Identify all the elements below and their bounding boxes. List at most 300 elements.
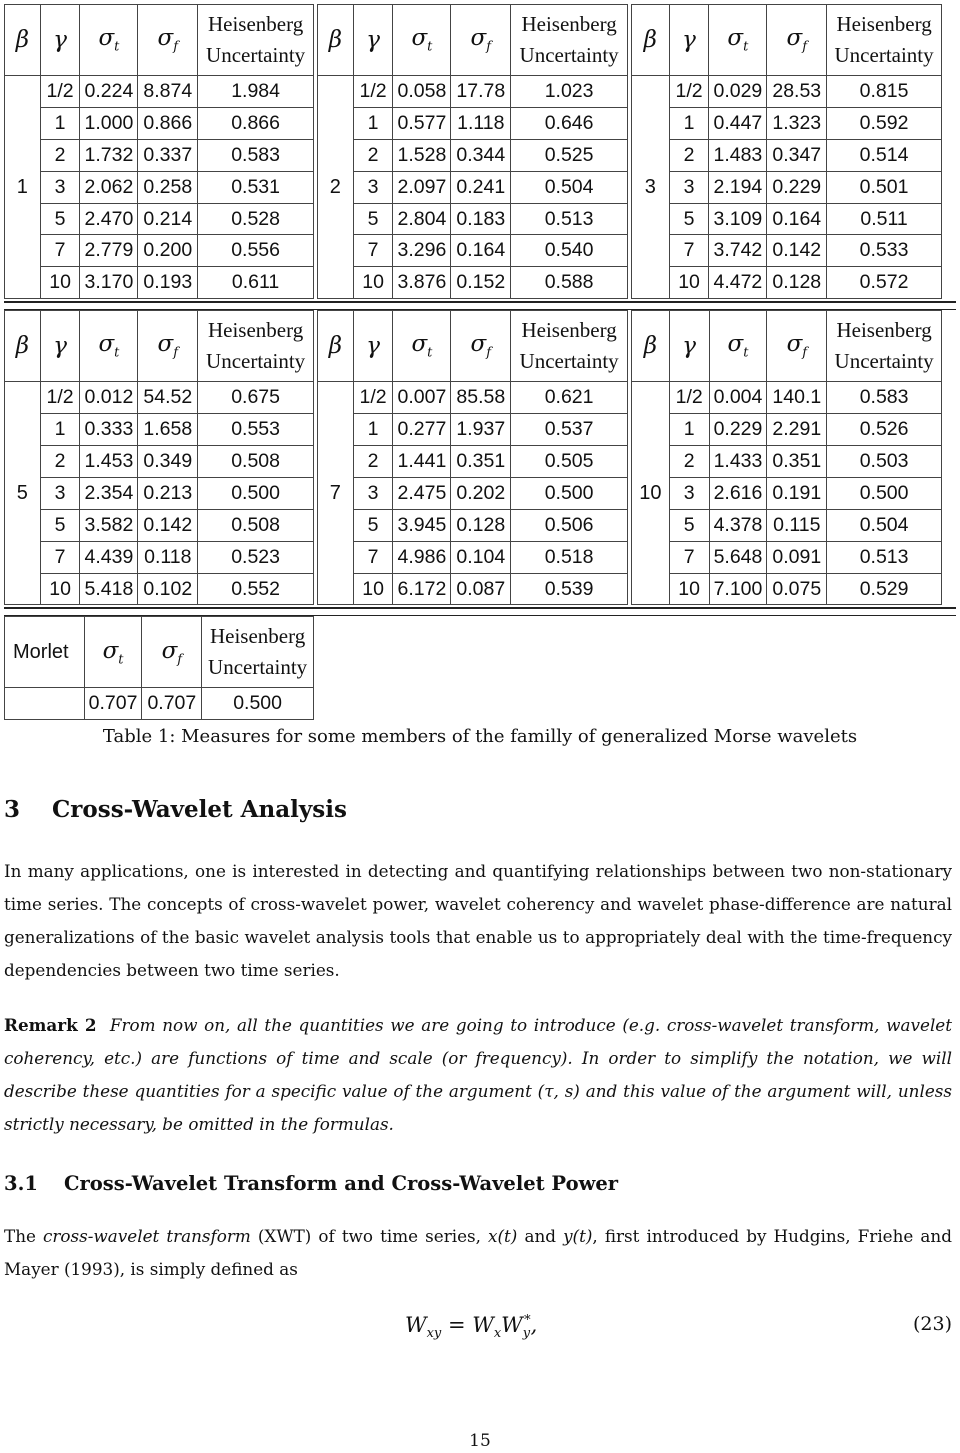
term-italic: cross-wavelet transform — [43, 1226, 251, 1246]
table-cell: 0.539 — [511, 573, 628, 605]
table-cell: 10 — [669, 573, 709, 605]
gamma-header: γ — [40, 311, 80, 382]
table-cell: 3.170 — [80, 267, 138, 299]
table-cell: 0.347 — [767, 139, 827, 171]
table-cell: 0.556 — [198, 235, 314, 267]
table-cell: 0.526 — [827, 414, 942, 446]
table-cell: 0.866 — [138, 107, 198, 139]
table-cell: 1.023 — [511, 76, 628, 108]
table-cell: 0.012 — [80, 382, 138, 414]
table-row — [632, 477, 942, 509]
table-cell: 0.533 — [827, 235, 942, 267]
table-row — [632, 107, 942, 139]
sigma-t-header: $\sigma_t$ — [393, 5, 451, 76]
table-cell: 5 — [669, 203, 709, 235]
table-row — [632, 414, 942, 446]
table-separator — [4, 607, 956, 616]
table-cell: 0.337 — [138, 139, 198, 171]
table-cell: 0.611 — [198, 267, 314, 299]
table-cell: 2.062 — [80, 171, 138, 203]
beta-header: β — [5, 311, 41, 382]
table-cell: 0.351 — [451, 446, 511, 478]
beta-header: β — [5, 5, 41, 76]
table-cell: 0.164 — [767, 203, 827, 235]
remark-label: Remark 2 — [4, 1015, 97, 1035]
table-cell: 7 — [353, 235, 393, 267]
table-cell: 2 — [353, 139, 393, 171]
table-row — [318, 76, 628, 108]
table-cell: 0.537 — [511, 414, 628, 446]
beta-value-cell: 10 — [632, 382, 670, 605]
table-cell: 0.128 — [451, 509, 511, 541]
table-cell: 0.500 — [198, 477, 314, 509]
table-cell: 7 — [40, 541, 80, 573]
table-cell: 0.583 — [827, 382, 942, 414]
paragraph: In many applications, one is interested in detecting and quantifying relationships between two non-stationary time series. The concepts of cross-wavelet power, wavelet coherency and wavelet phase-difference are natural generalizations of the basic wavelet analysis tools that enable us to appropriately deal with the time-frequency dependencies between two time series. — [4, 861, 952, 980]
table-cell: 3.945 — [393, 509, 451, 541]
sigma-t-header: $\sigma_t$ — [709, 311, 767, 382]
heisenberg-label: Heisenberg — [209, 624, 306, 649]
table-row — [5, 477, 314, 509]
table-cell: 3 — [669, 171, 709, 203]
table-cell: 0.004 — [709, 382, 767, 414]
sigma-f-header: $\sigma_f$ — [138, 5, 198, 76]
table-cell: 3.296 — [393, 235, 451, 267]
text-run: (XWT) of two time series, — [250, 1226, 489, 1246]
remark — [4, 1009, 952, 1141]
table-cell: 5 — [353, 509, 393, 541]
table-separator — [4, 301, 956, 310]
table-row — [5, 541, 314, 573]
table-cell: 3 — [353, 171, 393, 203]
sigma-f-header: $\sigma_f$ — [138, 311, 198, 382]
table-cell: 1/2 — [40, 76, 80, 108]
table-cell: 0.344 — [451, 139, 511, 171]
table-cell: 0.183 — [451, 203, 511, 235]
morlet-label: Morlet — [5, 617, 85, 688]
heisenberg-label: Heisenberg — [207, 12, 304, 36]
gamma-header: γ — [353, 311, 393, 382]
heisenberg-header — [202, 617, 314, 688]
table-cell: 0.513 — [827, 541, 942, 573]
table-cell: 0.241 — [451, 171, 511, 203]
table-cell: 0.518 — [511, 541, 628, 573]
table-cell: 3 — [40, 171, 80, 203]
table-cell: 0.577 — [393, 107, 451, 139]
math-y: y(t) — [563, 1226, 593, 1246]
table-row-group-3 — [4, 616, 956, 720]
table-cell: 2.779 — [80, 235, 138, 267]
table-row — [5, 203, 314, 235]
table-cell: 0.501 — [827, 171, 942, 203]
table-cell: 85.58 — [451, 382, 511, 414]
table-cell: 1 — [669, 107, 709, 139]
table-cell: 28.53 — [767, 76, 827, 108]
table-cell: 1/2 — [353, 76, 393, 108]
table-row — [5, 414, 314, 446]
sigma-t-header: $\sigma_t$ — [84, 617, 142, 688]
table-cell: 1.323 — [767, 107, 827, 139]
table-row — [318, 235, 628, 267]
table-row — [318, 203, 628, 235]
subsection-heading — [4, 1172, 618, 1195]
table-cell: 5 — [40, 203, 80, 235]
table-cell: 0.349 — [138, 446, 198, 478]
text-run: , first introduced by Hudgins, Friehe and Mayer (1993), is simply defined as — [4, 1226, 952, 1279]
table-cell: 0.258 — [138, 171, 198, 203]
table-cell: 7 — [40, 235, 80, 267]
table-row — [5, 139, 314, 171]
beta-block-table — [317, 310, 628, 605]
table-cell: 3.876 — [393, 267, 451, 299]
table-cell: 0.224 — [80, 76, 138, 108]
table-cell: 1.732 — [80, 139, 138, 171]
sigma-t-header: $\sigma_t$ — [80, 5, 138, 76]
uncertainty-label: Uncertainty — [519, 349, 619, 374]
table-cell: 2 — [40, 446, 80, 478]
table-cell: 10 — [669, 267, 709, 299]
beta-block-table — [4, 310, 314, 605]
table-cell: 3 — [669, 477, 709, 509]
table-cell: 8.874 — [138, 76, 198, 108]
table-cell: 0.214 — [138, 203, 198, 235]
sigma-f-header: $\sigma_f$ — [767, 311, 827, 382]
beta-header: β — [632, 5, 670, 76]
uncertainty-label: Uncertainty — [206, 43, 306, 67]
table-cell: 0.523 — [198, 541, 314, 573]
table-row — [318, 446, 628, 478]
table-row — [5, 171, 314, 203]
table-cell: 0.675 — [198, 382, 314, 414]
table-cell: 0.191 — [767, 477, 827, 509]
table-row — [632, 171, 942, 203]
table-cell: 1 — [40, 414, 80, 446]
table-cell: 0.229 — [767, 171, 827, 203]
subsection-number: 3.1 — [4, 1172, 38, 1195]
table-cell: 0.508 — [198, 446, 314, 478]
beta-block-table — [631, 310, 942, 605]
table-cell: 0.508 — [198, 509, 314, 541]
heisenberg-label: Heisenberg — [207, 318, 304, 343]
table-row — [632, 509, 942, 541]
table-row — [318, 509, 628, 541]
equation-number: (23) — [912, 1313, 952, 1335]
table-row — [632, 446, 942, 478]
beta-header: β — [632, 311, 670, 382]
table-row — [5, 76, 314, 108]
remark-text: From now on, all the quantities we are going to introduce (e.g. cross-wavelet transform, wavelet coherency, etc.) are functions of time and scale (or frequency). In order to simplify the notation, we will describe these quantities for a specific value of the argument (τ, s) and this value of the argument will, unless strictly necessary, be omitted in the formulas. — [4, 1015, 952, 1134]
table-cell: 4.986 — [393, 541, 451, 573]
section-heading — [4, 796, 347, 823]
table-cell: 2 — [669, 446, 709, 478]
table-cell: 0.506 — [511, 509, 628, 541]
table-cell: 2.354 — [80, 477, 138, 509]
table-cell: 1.937 — [451, 414, 511, 446]
table-cell: 0.193 — [138, 267, 198, 299]
table-cell: 0.029 — [709, 76, 767, 108]
table-cell: 0.540 — [511, 235, 628, 267]
table-cell: 1/2 — [40, 382, 80, 414]
table-row — [632, 76, 942, 108]
table-cell: 54.52 — [138, 382, 198, 414]
table-row — [318, 414, 628, 446]
table-cell: 0.553 — [198, 414, 314, 446]
table-cell: 2.291 — [767, 414, 827, 446]
gamma-header: γ — [40, 5, 80, 76]
table-cell: 3 — [353, 477, 393, 509]
table-cell: 10 — [353, 267, 393, 299]
table-cell: 4.439 — [80, 541, 138, 573]
table-row — [632, 203, 942, 235]
table-cell: 2 — [40, 139, 80, 171]
table-cell: 5 — [40, 509, 80, 541]
table-cell: 0.128 — [767, 267, 827, 299]
table-row — [318, 107, 628, 139]
table-cell: 1.118 — [451, 107, 511, 139]
sigma-t-header: $\sigma_t$ — [393, 311, 451, 382]
uncertainty-label: Uncertainty — [208, 655, 308, 680]
table-cell: 1.453 — [80, 446, 138, 478]
table-row — [5, 235, 314, 267]
table-cell: 1.528 — [393, 139, 451, 171]
table-row — [632, 235, 942, 267]
table-cell: 0.572 — [827, 267, 942, 299]
heisenberg-header — [827, 5, 942, 76]
table-cell: 0.142 — [767, 235, 827, 267]
table-cell: 1/2 — [669, 76, 709, 108]
table-row — [632, 541, 942, 573]
table-cell: 1.984 — [198, 76, 314, 108]
heisenberg-header — [511, 311, 628, 382]
table-cell: 0.646 — [511, 107, 628, 139]
sigma-t-header: $\sigma_t$ — [709, 5, 767, 76]
table-cell: 1.658 — [138, 414, 198, 446]
math-x: x(t) — [488, 1226, 518, 1246]
paragraph — [4, 1220, 952, 1286]
heisenberg-header — [198, 311, 314, 382]
uncertainty-label: Uncertainty — [519, 43, 619, 67]
table-row — [318, 477, 628, 509]
table-cell: 0.583 — [198, 139, 314, 171]
sigma-f-header: $\sigma_f$ — [142, 617, 202, 688]
table-cell: 5 — [353, 203, 393, 235]
table-cell: 0.447 — [709, 107, 767, 139]
table-row-group-2 — [4, 310, 956, 605]
table-cell: 0.528 — [198, 203, 314, 235]
heisenberg-header — [827, 311, 942, 382]
morse-wavelet-table — [4, 4, 956, 720]
table-cell: 0.592 — [827, 107, 942, 139]
table-cell: 0.277 — [393, 414, 451, 446]
table-cell: 7 — [353, 541, 393, 573]
table-cell: 3.582 — [80, 509, 138, 541]
heisenberg-label: Heisenberg — [521, 12, 617, 36]
table-cell: 1 — [353, 414, 393, 446]
gamma-header: γ — [669, 5, 709, 76]
table-cell: 0.511 — [827, 203, 942, 235]
table-row — [318, 171, 628, 203]
table-cell: 2 — [669, 139, 709, 171]
equation-formula: $W_{xy} = W_xW_y^*$, — [405, 1313, 538, 1342]
table-cell: 0.504 — [827, 509, 942, 541]
table-cell: 2.616 — [709, 477, 767, 509]
table-cell: 0.500 — [202, 688, 314, 720]
table-cell: 0.531 — [198, 171, 314, 203]
table-cell: 2.804 — [393, 203, 451, 235]
table-cell: 140.1 — [767, 382, 827, 414]
table-cell: 1/2 — [669, 382, 709, 414]
beta-value-cell: 2 — [318, 76, 354, 299]
sigma-f-header: $\sigma_f$ — [767, 5, 827, 76]
table-cell: 10 — [40, 267, 80, 299]
beta-block-table — [4, 4, 314, 299]
table-cell: 0.058 — [393, 76, 451, 108]
table-cell: 0.075 — [767, 573, 827, 605]
table-cell: 7 — [669, 235, 709, 267]
table-row — [5, 382, 314, 414]
table-cell: 2 — [353, 446, 393, 478]
table-cell: 1.000 — [80, 107, 138, 139]
table-cell: 0.513 — [511, 203, 628, 235]
table-cell: 2.470 — [80, 203, 138, 235]
table-cell: 2.097 — [393, 171, 451, 203]
table-caption: Table 1: Measures for some members of the familly of generalized Morse wavelets — [102, 726, 858, 747]
uncertainty-label: Uncertainty — [206, 349, 306, 374]
table-cell: 1.441 — [393, 446, 451, 478]
table-cell: 2.475 — [393, 477, 451, 509]
table-cell: 0.213 — [138, 477, 198, 509]
table-row — [632, 573, 942, 605]
table-cell: 0.500 — [827, 477, 942, 509]
table-cell: 0.707 — [142, 688, 202, 720]
text-run: The — [4, 1226, 44, 1246]
table-cell: 0.104 — [451, 541, 511, 573]
table-row — [632, 382, 942, 414]
heisenberg-label: Heisenberg — [521, 318, 617, 343]
uncertainty-label: Uncertainty — [834, 43, 934, 67]
sigma-t-header: $\sigma_t$ — [80, 311, 138, 382]
table-cell: 0.102 — [138, 573, 198, 605]
table-row — [5, 573, 314, 605]
table-cell: 0.351 — [767, 446, 827, 478]
table-row — [632, 139, 942, 171]
beta-header: β — [318, 5, 354, 76]
beta-value-cell: 3 — [632, 76, 670, 299]
table-row — [318, 382, 628, 414]
table-cell: 0.552 — [198, 573, 314, 605]
table-cell: 10 — [353, 573, 393, 605]
text-run: and — [517, 1226, 564, 1246]
table-cell — [5, 688, 85, 720]
table-cell: 0.505 — [511, 446, 628, 478]
table-cell: 4.472 — [709, 267, 767, 299]
table-cell: 7.100 — [709, 573, 767, 605]
table-cell: 3.742 — [709, 235, 767, 267]
table-cell: 0.503 — [827, 446, 942, 478]
table-cell: 1 — [40, 107, 80, 139]
table-row-group-1 — [4, 4, 956, 299]
heisenberg-label: Heisenberg — [836, 318, 932, 343]
heisenberg-header — [198, 5, 314, 76]
sigma-f-header: $\sigma_f$ — [451, 311, 511, 382]
table-cell: 0.504 — [511, 171, 628, 203]
table-row — [5, 267, 314, 299]
table-cell: 0.588 — [511, 267, 628, 299]
table-cell: 1 — [353, 107, 393, 139]
table-cell: 0.815 — [827, 76, 942, 108]
table-cell: 0.621 — [511, 382, 628, 414]
beta-header: β — [318, 311, 354, 382]
table-cell: 17.78 — [451, 76, 511, 108]
table-row — [632, 267, 942, 299]
table-cell: 5.418 — [80, 573, 138, 605]
morlet-table — [4, 616, 314, 720]
table-cell: 0.525 — [511, 139, 628, 171]
table-cell: 0.091 — [767, 541, 827, 573]
table-cell: 0.152 — [451, 267, 511, 299]
uncertainty-label: Uncertainty — [834, 349, 934, 374]
table-cell: 0.115 — [767, 509, 827, 541]
table-cell: 1.433 — [709, 446, 767, 478]
table-cell: 0.333 — [80, 414, 138, 446]
table-cell: 0.087 — [451, 573, 511, 605]
table-row — [5, 446, 314, 478]
beta-value-cell: 5 — [5, 382, 41, 605]
sigma-f-header: $\sigma_f$ — [451, 5, 511, 76]
beta-value-cell: 7 — [318, 382, 354, 605]
table-cell: 1.483 — [709, 139, 767, 171]
table-cell: 0.118 — [138, 541, 198, 573]
table-row — [318, 267, 628, 299]
heisenberg-header — [511, 5, 628, 76]
table-cell: 0.202 — [451, 477, 511, 509]
table-row — [318, 541, 628, 573]
heisenberg-label: Heisenberg — [836, 12, 932, 36]
beta-block-table — [317, 4, 628, 299]
table-row — [318, 139, 628, 171]
table-cell: 0.529 — [827, 573, 942, 605]
table-cell: 0.142 — [138, 509, 198, 541]
table-cell: 1 — [669, 414, 709, 446]
beta-value-cell: 1 — [5, 76, 41, 299]
table-cell: 5.648 — [709, 541, 767, 573]
table-cell: 0.007 — [393, 382, 451, 414]
table-cell: 0.200 — [138, 235, 198, 267]
table-cell: 7 — [669, 541, 709, 573]
subsection-title: Cross-Wavelet Transform and Cross-Wavelet Power — [64, 1172, 619, 1195]
table-row — [318, 573, 628, 605]
section-number: 3 — [4, 796, 21, 823]
section-title: Cross-Wavelet Analysis — [52, 796, 347, 823]
table-row — [5, 509, 314, 541]
table-cell: 0.866 — [198, 107, 314, 139]
gamma-header: γ — [353, 5, 393, 76]
table-cell: 1/2 — [353, 382, 393, 414]
table-cell: 10 — [40, 573, 80, 605]
table-cell: 5 — [669, 509, 709, 541]
table-cell: 0.707 — [84, 688, 142, 720]
page-number: 15 — [469, 1431, 491, 1451]
table-cell: 0.514 — [827, 139, 942, 171]
table-cell: 3.109 — [709, 203, 767, 235]
table-cell: 2.194 — [709, 171, 767, 203]
table-cell: 0.500 — [511, 477, 628, 509]
table-cell: 3 — [40, 477, 80, 509]
beta-block-table — [631, 4, 942, 299]
table-cell: 4.378 — [709, 509, 767, 541]
gamma-header: γ — [669, 311, 709, 382]
table-row — [5, 107, 314, 139]
